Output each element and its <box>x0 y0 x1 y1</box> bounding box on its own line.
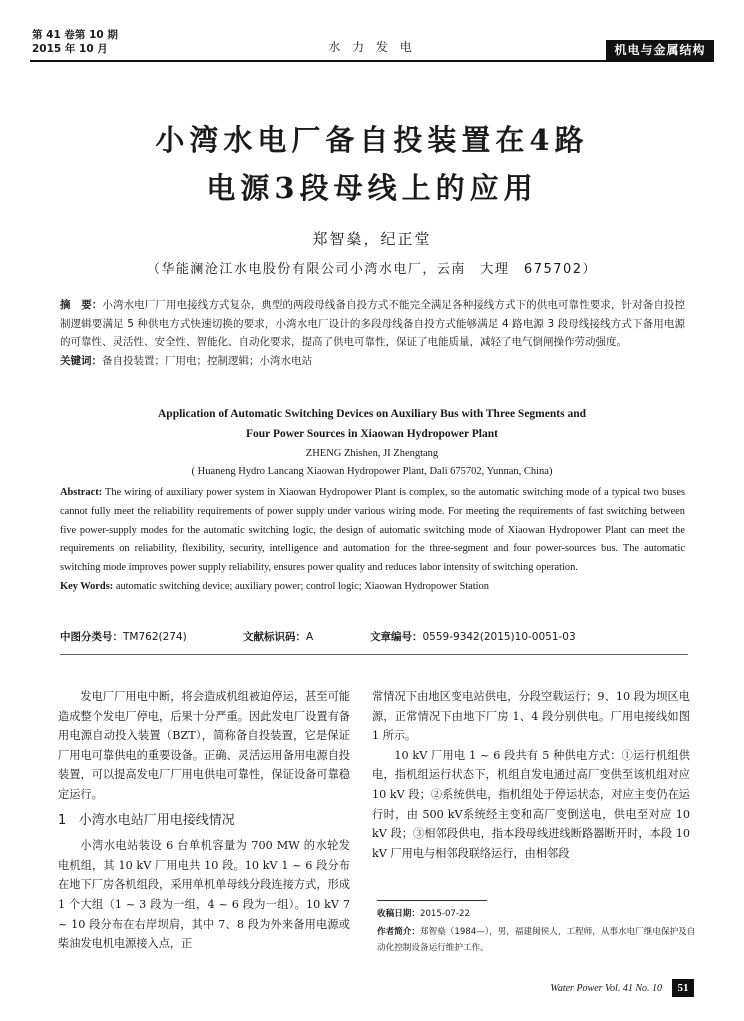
paper-title-line-2: 电源3段母线上的应用 <box>206 171 538 205</box>
author-bio <box>377 924 697 956</box>
article-number-value: 0559-9342(2015)10-0051-03 <box>422 631 576 643</box>
section-number: 1 <box>58 812 67 828</box>
english-authors: ZHENG Zhishen, JI Zhengtang <box>305 448 439 459</box>
section-title: 小湾水电站厂用电接线情况 <box>78 812 235 828</box>
section-tag: 机电与金属结构 <box>606 40 714 60</box>
english-abstract <box>60 484 685 597</box>
english-keywords-label: Key Words: <box>60 580 114 592</box>
journal-name: 水 力 发 电 <box>328 40 416 54</box>
body-right-column <box>372 687 690 863</box>
keywords-cn-text: 备自投装置；厂用电；控制逻辑；小湾水电站 <box>102 354 312 367</box>
volume-line: 第 41 卷第 10 期 <box>32 29 118 41</box>
document-code-label: 文献标识码： <box>243 631 306 643</box>
abstract-cn-text: 小湾水电厂厂用电接线方式复杂，典型的两段母线备自投方式不能完全满足各种接线方式下的供电可靠性要求，针对备自投控制逻辑要满足 5 种供电方式快速切换的要求，小湾水电厂设计的多段母线备自投方式能够满足 4 路电源 3 段母线接线方式下备用电源的可靠性、灵活性、安全性、智能化、自动化要求，提高了供电可靠性，保证了电能质量，减轻了电气倒闸操作劳动强度。 <box>60 299 686 349</box>
keywords-cn-label: 关键词： <box>60 354 102 367</box>
affiliation: （华能澜沧江水电股份有限公司小湾水电厂，云南 大理 675702） <box>146 262 598 277</box>
clc-number <box>60 629 187 644</box>
section-1-paragraph: 小湾水电站装设 6 台单机容量为 700 MW 的水轮发电机组，其 10 kV 厂用电共 10 段。10 kV 1 ~ 6 段分布在地下厂房各机组段，采用单机单母线分段连接方式，形成 1 个大组（1 ~ 3 段为一组，4 ~ 6 段为一组）。10 kV 7 ~ 10 段分布在右岸坝肩，其中 7、8 段为外来备用电源或柴油发电机电源接入点，正 <box>58 839 350 951</box>
supply-modes-paragraph: 10 kV 厂用电 1 ~ 6 段共有 5 种供电方式：①运行机组供电，指机组运行状态下，机组自发电通过高厂变供至该机组对应 10 kV 段；②系统供电，指机组处于停运状态，对应主变仍在运行时，由 500 kV系统经主变和高厂变倒送电，供电至对应 10 kV 段；③相邻段供电，指本段母线进线断路器断开时，本段 10 kV 厂用电与相邻段联络运行，由相邻段 <box>372 748 690 860</box>
intro-paragraph: 发电厂厂用电中断，将会造成机组被迫停运，甚至可能造成整个发电厂停电，后果十分严重。因此发电厂设置有备用电源自动投入装置（BZT），简称备自投装置，它是保证厂用电可靠供电的重要设备。正确、灵活运用备用电源自投装置，可以提高发电厂厂用电供电可靠性，保证设备可靠稳定运行。 <box>58 690 350 801</box>
section-1-heading <box>58 811 350 831</box>
authors: 郑智燊，纪正堂 <box>312 230 432 248</box>
english-keywords <box>60 578 685 597</box>
english-abstract-body <box>60 484 685 578</box>
abstract-cn-label: 摘 要： <box>60 299 103 311</box>
clc-value: TM762(274) <box>123 631 187 643</box>
author-bio-label: 作者简介： <box>377 927 420 937</box>
english-keywords-text: automatic switching device; auxiliary power; control logic; Xiaowan Hydropower Station <box>115 580 489 592</box>
english-affiliation: ( Huaneng Hydro Lancang Xiaowan Hydropower Plant, Dali 675702, Yunnan, China) <box>191 466 553 477</box>
article-number-label: 文章编号： <box>370 631 423 643</box>
meta-rule <box>60 654 688 655</box>
english-abstract-label: Abstract: <box>60 487 103 498</box>
abstract-cn-body <box>60 296 685 352</box>
english-abstract-text: The wiring of auxiliary power system in Xiaowan Hydropower Plant is complex, so the automatic switching mode of a typical two buses cannot fully meet the reliability requirements of power supply under various wiring mode. For meeting the requirements of fast switching between five power-supply modes for the automatic switching logic, the design of automatic switching mode of Xiaowan Hydropower Plant can meet the requirements on reliability, flexibility, security, intelligence and automation for the three-segment and four power-sources bus. The automatic switching mode improves power supply reliability, ensures power quality and reduces labor intensity of switching operation. <box>60 487 685 574</box>
clc-label: 中图分类号： <box>60 631 123 643</box>
paper-title-line-1: 小湾水电厂备自投装置在4路 <box>155 123 589 157</box>
footer-journal: Water Power Vol. 41 No. 10 <box>550 983 662 994</box>
received-label: 收稿日期： <box>377 909 420 919</box>
date-line: 2015 年 10 月 <box>32 43 108 55</box>
continued-paragraph: 常情况下由地区变电站供电，分段空载运行；9、10 段为坝区电源，正常情况下由地下厂房 1、4 段分别供电。厂用电接线如图 1 所示。 <box>372 690 690 743</box>
document-code <box>243 629 313 644</box>
author-bio-text: 郑智燊（1984—），男，福建闽侯人，工程师，从事水电厂继电保护及自动化控制设备运行维护工作。 <box>377 927 696 953</box>
body-left-column <box>58 687 350 954</box>
footnote-rule <box>377 900 487 901</box>
header-rule <box>30 60 714 62</box>
english-title-line-2: Four Power Sources in Xiaowan Hydropower Plant <box>246 428 498 440</box>
english-title-line-1: Application of Automatic Switching Devices on Auxiliary Bus with Three Segments and <box>158 408 586 420</box>
article-number <box>370 629 576 644</box>
keywords-cn <box>60 352 685 371</box>
abstract-cn <box>60 296 685 370</box>
received-value: 2015-07-22 <box>419 909 470 919</box>
page-number: 51 <box>672 979 694 997</box>
document-code-value: A <box>306 631 314 643</box>
received-date <box>377 906 697 922</box>
